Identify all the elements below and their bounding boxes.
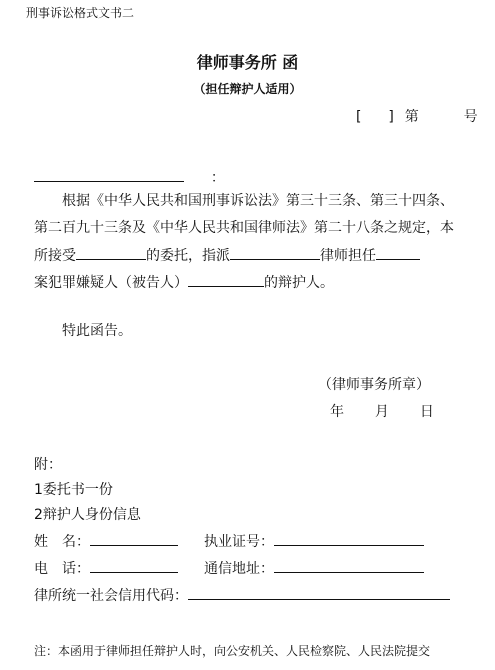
address-label: 通信地址： (204, 561, 274, 577)
date-month: 月 (374, 404, 389, 420)
body-line-3 (34, 245, 420, 265)
field-row-phone-address (34, 558, 424, 578)
body-line-3-part-a: 所接受 (34, 248, 76, 264)
body-line-4-part-b: 的辩护人。 (264, 275, 334, 291)
lawyer-blank (230, 245, 320, 260)
license-blank (274, 531, 424, 546)
phone-blank (90, 558, 178, 573)
license-label: 执业证号： (204, 534, 274, 550)
name-label: 姓 名： (34, 534, 90, 550)
document-series-title: 刑事诉讼格式文书二 (26, 6, 135, 20)
credit-code-blank (188, 585, 450, 600)
suspect-blank (188, 272, 264, 287)
date-year: 年 (330, 404, 344, 420)
number-hao: 号 (463, 109, 478, 125)
phone-label: 电 话： (34, 561, 90, 577)
client-blank (76, 245, 146, 260)
footnote: 注：本函用于律师担任辩护人时，向公安机关、人民检察院、人民法院提交 (34, 644, 431, 658)
field-row-credit-code (34, 585, 450, 605)
body-line-3-part-b: 的委托，指派 (146, 248, 230, 264)
document-subtitle: （担任辩护人适用） (193, 82, 302, 96)
field-row-name-license (34, 531, 424, 551)
document-number (356, 106, 478, 126)
closing-text: 特此函告。 (62, 323, 132, 339)
addressee-line (34, 167, 225, 187)
addressee-colon: ： (210, 170, 225, 186)
addressee-blank (34, 167, 184, 182)
number-close-bracket: ] (388, 109, 394, 125)
attachments-heading: 附： (34, 457, 62, 473)
case-blank (376, 245, 420, 260)
credit-code-label: 律所统一社会信用代码： (34, 588, 188, 604)
body-line-1: 根据《中华人民共和国刑事诉讼法》第三十三条、第三十四条、 (62, 193, 454, 209)
body-line-3-part-c: 律师担任 (320, 248, 376, 264)
address-blank (274, 558, 424, 573)
body-line-2: 第二百九十三条及《中华人民共和国律师法》第二十八条之规定，本 (34, 220, 454, 236)
number-open-bracket: [ (356, 109, 362, 125)
number-di: 第 (404, 109, 419, 125)
firm-seal-text: （律师事务所章） (318, 377, 430, 393)
body-line-4-part-a: 案犯罪嫌疑人（被告人） (34, 275, 188, 291)
date-day: 日 (419, 404, 434, 420)
attachment-item-2: 2辩护人身份信息 (34, 507, 141, 523)
document-title: 律师事务所 函 (196, 53, 299, 72)
date-line (330, 401, 434, 421)
name-blank (90, 531, 178, 546)
attachment-item-1: 1委托书一份 (34, 482, 113, 498)
body-line-4 (34, 272, 334, 292)
